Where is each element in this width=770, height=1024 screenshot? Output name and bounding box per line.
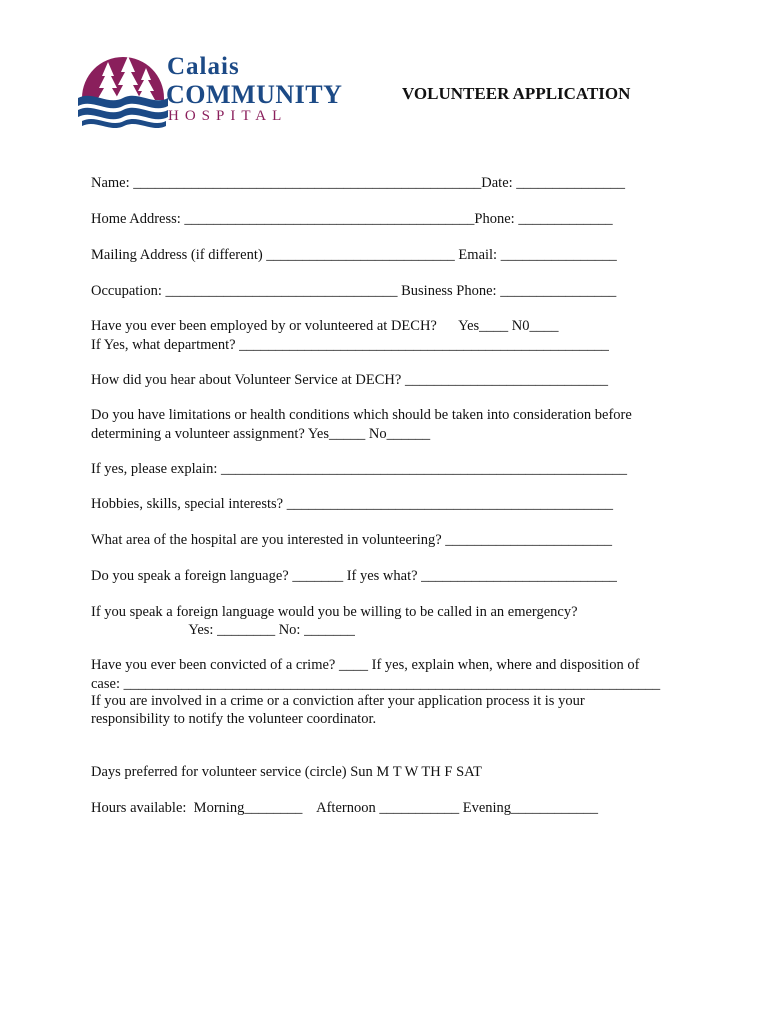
logo-text-hospital: HOSPITAL bbox=[168, 108, 288, 124]
logo-text-calais: Calais bbox=[167, 53, 240, 80]
heard-about-field[interactable]: How did you hear about Volunteer Service at DECH? ____________________________ bbox=[91, 372, 608, 388]
emergency-call-question: If you speak a foreign language would you be willing to be called in an emergency? bbox=[91, 604, 578, 620]
logo-emblem-icon bbox=[78, 50, 168, 130]
days-preferred-field[interactable]: Days preferred for volunteer service (circle) Sun M T W TH F SAT bbox=[91, 764, 482, 780]
emergency-yes-no-field[interactable]: Yes: ________ No: _______ bbox=[91, 622, 355, 638]
hospital-area-field[interactable]: What area of the hospital are you interested in volunteering? _______________________ bbox=[91, 532, 613, 548]
crime-notice-text-2: responsibility to notify the volunteer coordinator. bbox=[91, 711, 377, 727]
hospital-logo bbox=[78, 50, 343, 130]
limitations-yes-no-field[interactable]: determining a volunteer assignment? Yes_____ No______ bbox=[91, 426, 431, 442]
mailing-address-email-field[interactable]: Mailing Address (if different) __________________________ Email: ________________ bbox=[91, 247, 617, 263]
explain-field[interactable]: If yes, please explain: ________________________________________________________ bbox=[91, 461, 628, 477]
home-address-phone-field[interactable]: Home Address: ________________________________________Phone: _____________ bbox=[91, 211, 613, 227]
occupation-business-phone-field[interactable]: Occupation: ________________________________ Business Phone: ________________ bbox=[91, 283, 617, 299]
crime-question[interactable]: Have you ever been convicted of a crime? ____ If yes, explain when, where and disposition of bbox=[91, 657, 640, 673]
limitations-question: Do you have limitations or health conditions which should be taken into consideration before bbox=[91, 407, 632, 423]
logo-text-community: COMMUNITY bbox=[166, 80, 343, 109]
hobbies-field[interactable]: Hobbies, skills, special interests? _____________________________________________ bbox=[91, 496, 613, 512]
name-date-field[interactable]: Name: ________________________________________________Date: _______________ bbox=[91, 175, 626, 191]
department-field[interactable]: If Yes, what department? ___________________________________________________ bbox=[91, 337, 609, 353]
crime-notice-text: If you are involved in a crime or a conviction after your application process it is your bbox=[91, 693, 585, 709]
employed-at-dech-question[interactable]: Have you ever been employed by or volunteered at DECH? Yes____ N0____ bbox=[91, 318, 559, 334]
hours-available-field[interactable]: Hours available: Morning________ Afternoon ___________ Evening____________ bbox=[91, 800, 599, 816]
foreign-language-field[interactable]: Do you speak a foreign language? _______ If yes what? ___________________________ bbox=[91, 568, 617, 584]
page-title: VOLUNTEER APPLICATION bbox=[402, 84, 631, 103]
crime-case-field[interactable]: case: __________________________________________________________________________ bbox=[91, 676, 661, 692]
